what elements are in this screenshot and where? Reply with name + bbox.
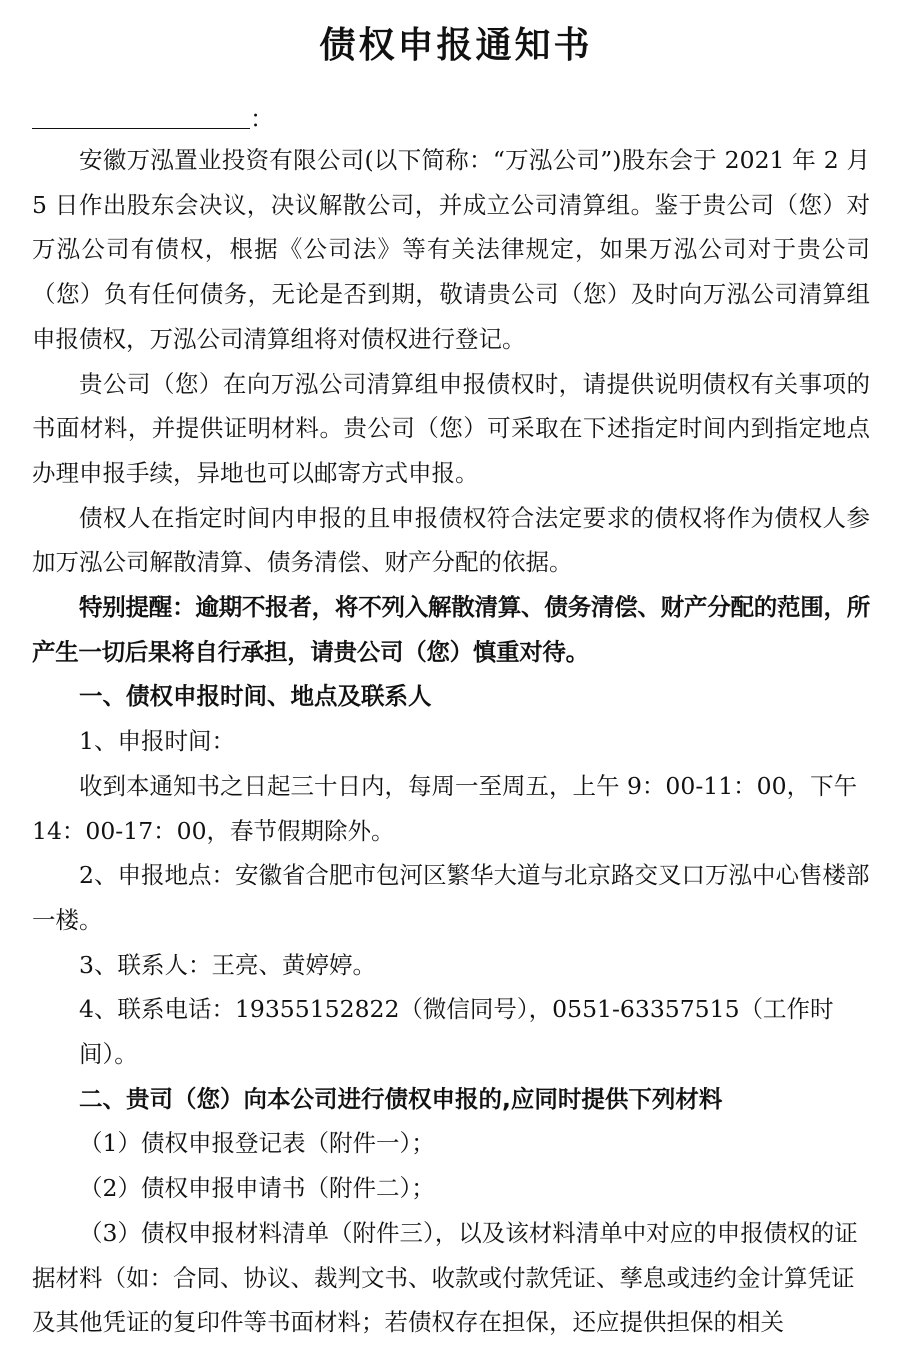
section2-item-2: （2）债权申报申请书（附件二）； xyxy=(79,1174,435,1203)
section1-phone: 4、联系电话：19355152822（微信同号），0551-63357515（工作时间）。 xyxy=(79,995,834,1069)
special-reminder: 特别提醒：逾期不报者，将不列入解散清算、债务清偿、财产分配的范围，所产生一切后果将自行承担，请贵公司（您）慎重对待。 xyxy=(32,593,870,666)
addressee-colon: ： xyxy=(250,105,274,133)
section1-heading: 一、债权申报时间、地点及联系人 xyxy=(79,682,432,711)
section1-time-label: 1、申报时间： xyxy=(79,727,235,756)
section2-heading: 二、贵司（您）向本公司进行债权申报的,应同时提供下列材料 xyxy=(79,1084,723,1113)
paragraph-materials: 贵公司（您）在向万泓公司清算组申报债权时，请提供说明债权有关事项的书面材料，并提供证明材料。贵公司（您）可采取在下述指定时间内到指定地点办理申报手续，异地也可以邮寄方式申报。 xyxy=(32,369,870,487)
paragraph-resolution: 安徽万泓置业投资有限公司(以下简称：“万泓公司”)股东会于 2021 年 2 月 5 日作出股东会决议，决议解散公司，并成立公司清算组。鉴于贵公司（您）对万泓公司有债权，根据《公司法》等有关法律规定，如果万泓公司对于贵公司（您）负有任何债务，无论是否到期，敬请贵公司（您）及时向万泓公司清算组申报债权，万泓公司清算组将对债权进行登记。 xyxy=(32,146,870,353)
section1-contact: 3、联系人：王亮、黄婷婷。 xyxy=(79,950,376,979)
section1-time-text: 收到本通知书之日起三十日内，每周一至周五，上午 9：00-11：00，下午 14：00-17：00，春节假期除外。 xyxy=(32,771,858,845)
addressee-line xyxy=(32,104,274,134)
paragraph-basis: 债权人在指定时间内申报的且申报债权符合法定要求的债权将作为债权人参加万泓公司解散清算、债务清偿、财产分配的依据。 xyxy=(32,503,870,577)
addressee-blank xyxy=(32,104,250,129)
section1-place: 2、申报地点：安徽省合肥市包河区繁华大道与北京路交叉口万泓中心售楼部一楼。 xyxy=(32,861,870,934)
document-body xyxy=(32,138,870,1345)
section2-item-1: （1）债权申报登记表（附件一）； xyxy=(79,1129,435,1158)
section2-item-3: （3）债权申报材料清单（附件三），以及该材料清单中对应的申报债权的证据材料（如：合同、协议、裁判文书、收款或付款凭证、孳息或违约金计算凭证及其他凭证的复印件等书面材料；若债权存在担保，还应提供担保的相关 xyxy=(32,1218,858,1337)
document-title: 债权申报通知书 xyxy=(319,25,593,66)
